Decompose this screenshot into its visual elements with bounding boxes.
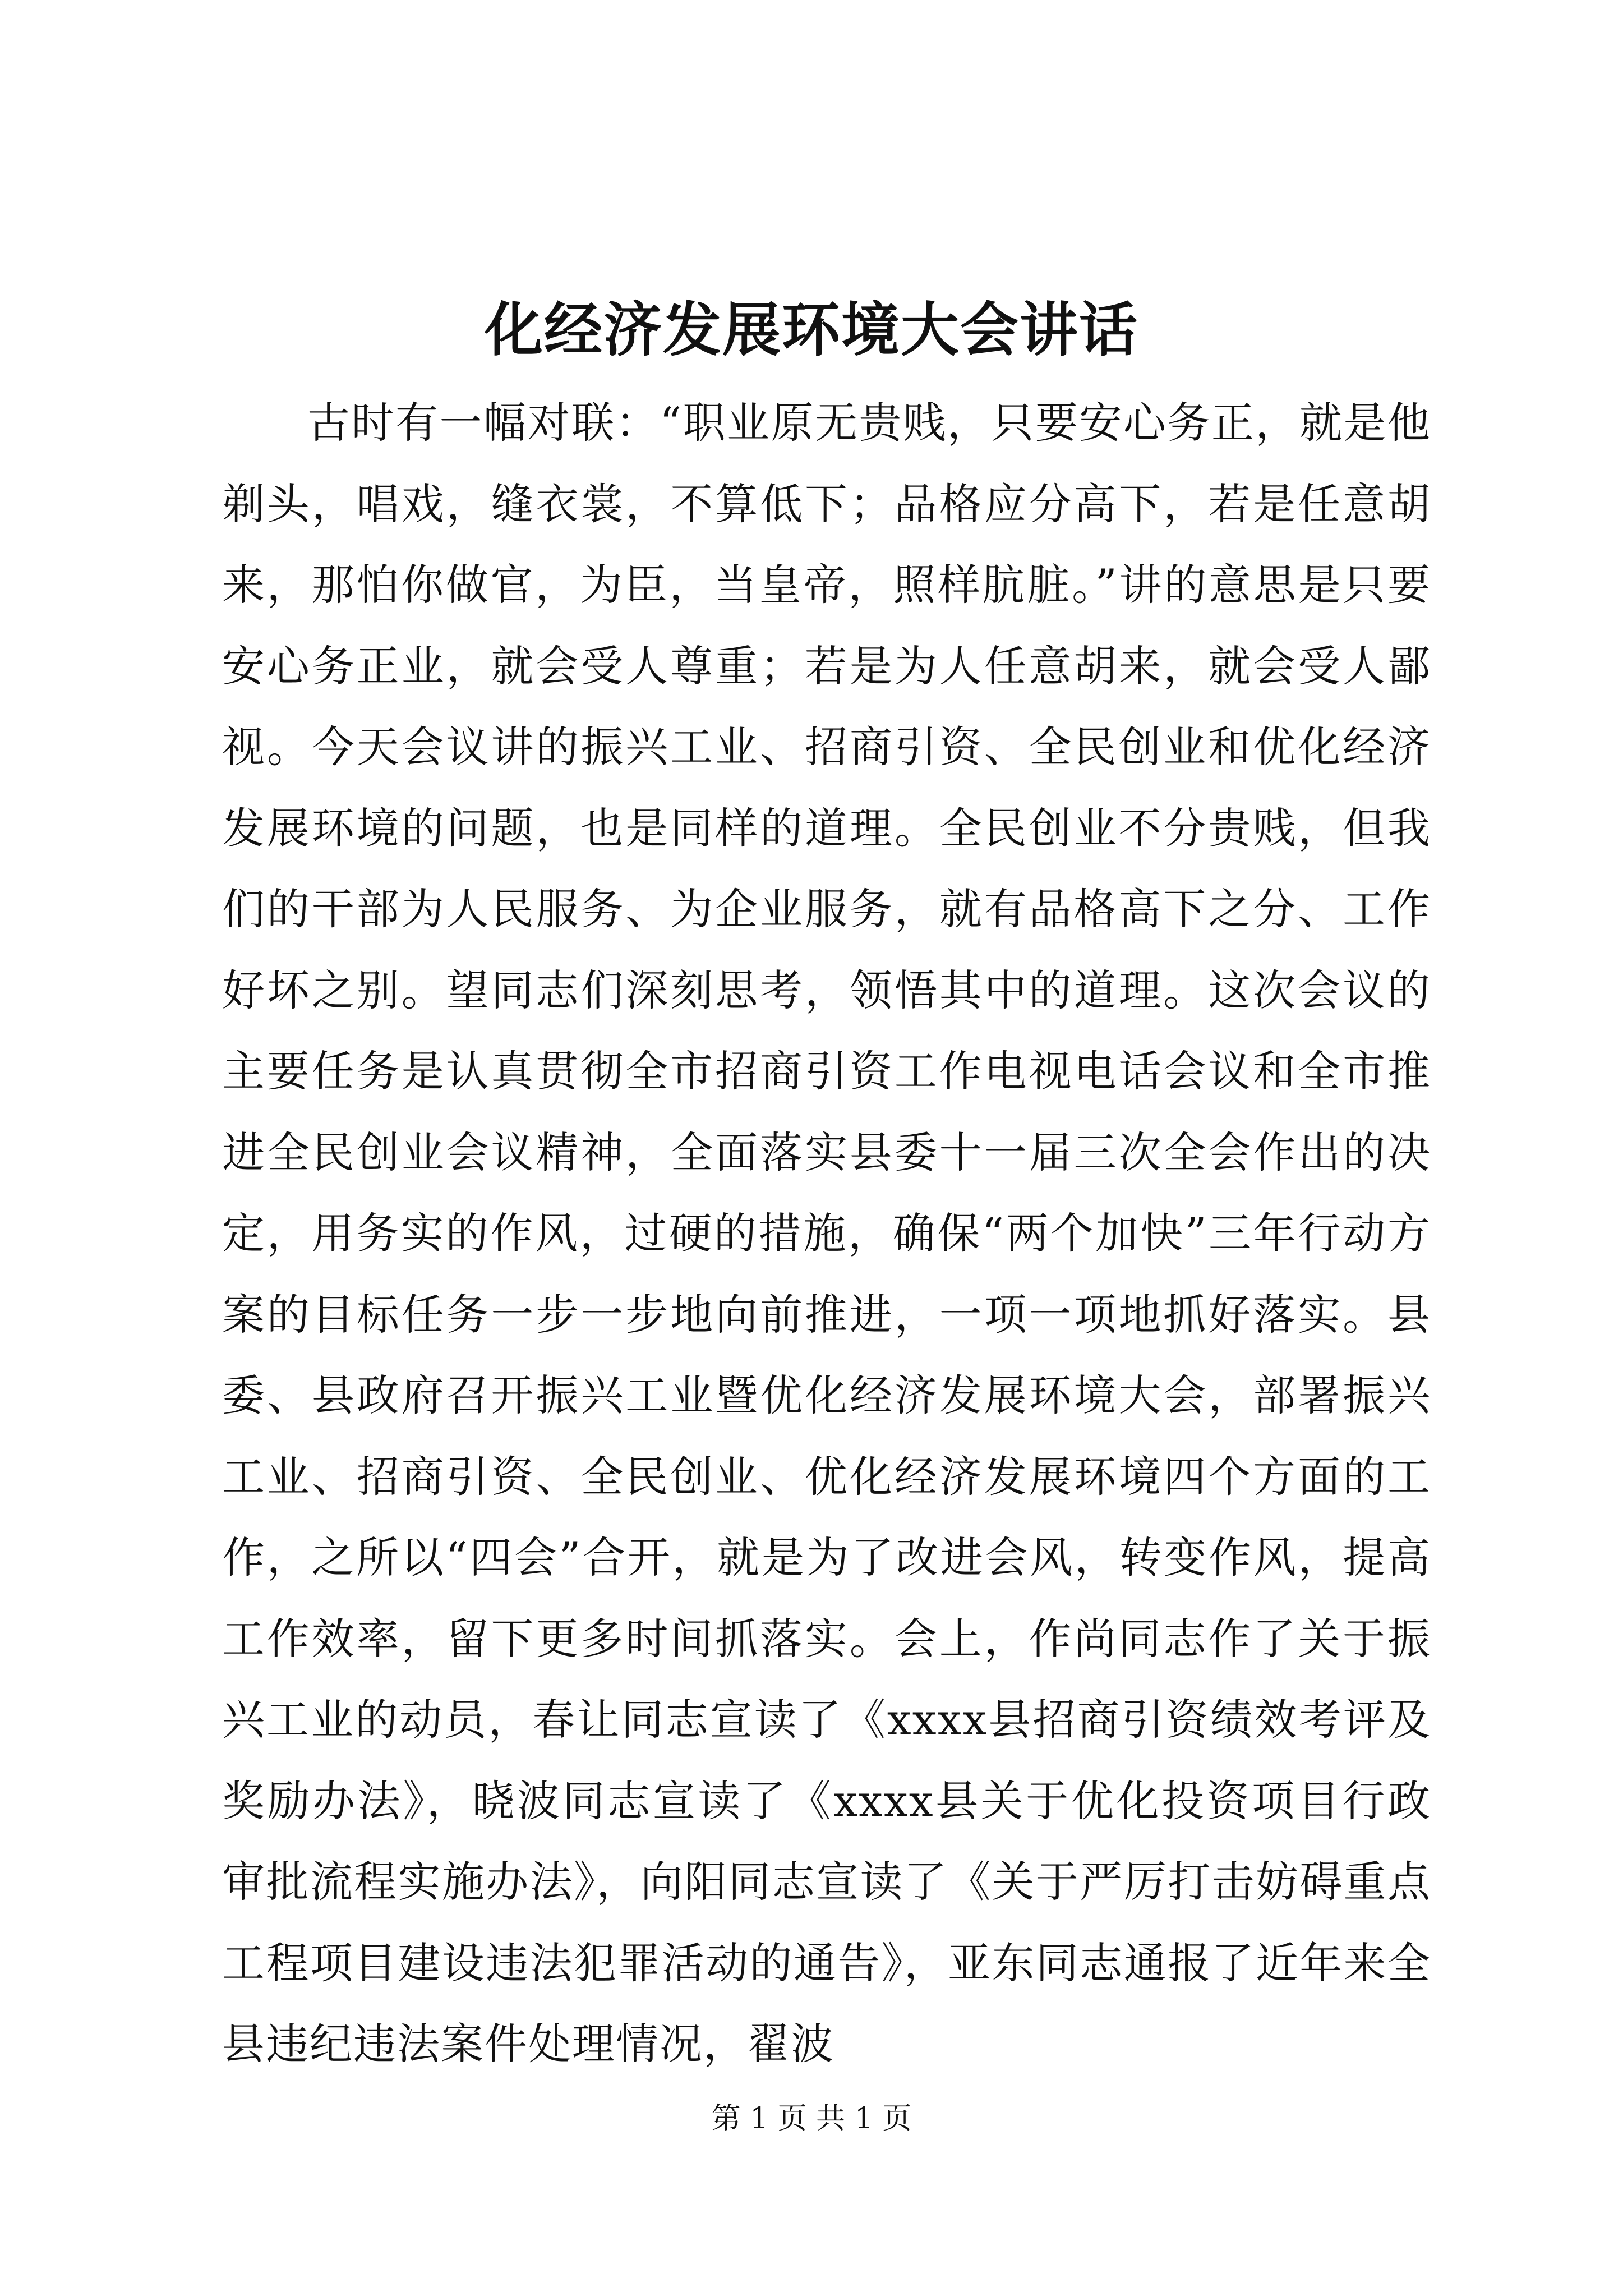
page-number-footer: 第 1 页 共 1 页	[711, 2102, 912, 2136]
document-title: 化经济发展环境大会讲话	[484, 295, 1138, 364]
body-paragraph: 古时有一幅对联：“职业原无贵贱，只要安心务正，就是他剃头，唱戏，缝衣裳，不算低下；品格应分高下，若是任意胡来，那怕你做官，为臣，当皇帝，照样肮脏。”讲的意思是只要安心务正业，就会受人尊重；若是为人任意胡来，就会受人鄙视。今天会议讲的振兴工业、招商引资、全民创业和优化经济发展环境的问题，也是同样的道理。全民创业不分贵贱，但我们的干部为人民服务、为企业服务，就有品格高下之分、工作好坏之别。望同志们深刻思考，领悟其中的道理。这次会议的主要任务是认真贯彻全市招商引资工作电视电话会议和全市推进全民创业会议精神，全面落实县委十一届三次全会作出的决定，用务实的作风，过硬的措施，确保“两个加快”三年行动方案的目标任务一步一步地向前推进，一项一项地抓好落实。县委、县政府召开振兴工业暨优化经济发展环境大会，部署振兴工业、招商引资、全民创业、优化经济发展环境四个方面的工作，之所以“四会”合开，就是为了改进会风，转变作风，提高工作效率，留下更多时间抓落实。会上，作尚同志作了关于振兴工业的动员，春让同志宣读了《xxxx县招商引资绩效考评及奖励办法》，晓波同志宣读了《xxxx县关于优化投资项目行政审批流程实施办法》，向阳同志宣读了《关于严厉打击妨碍重点工程项目建设违法犯罪活动的通告》，亚东同志通报了近年来全县违纪违法案件处理情况，翟波	[222, 398, 1431, 2069]
